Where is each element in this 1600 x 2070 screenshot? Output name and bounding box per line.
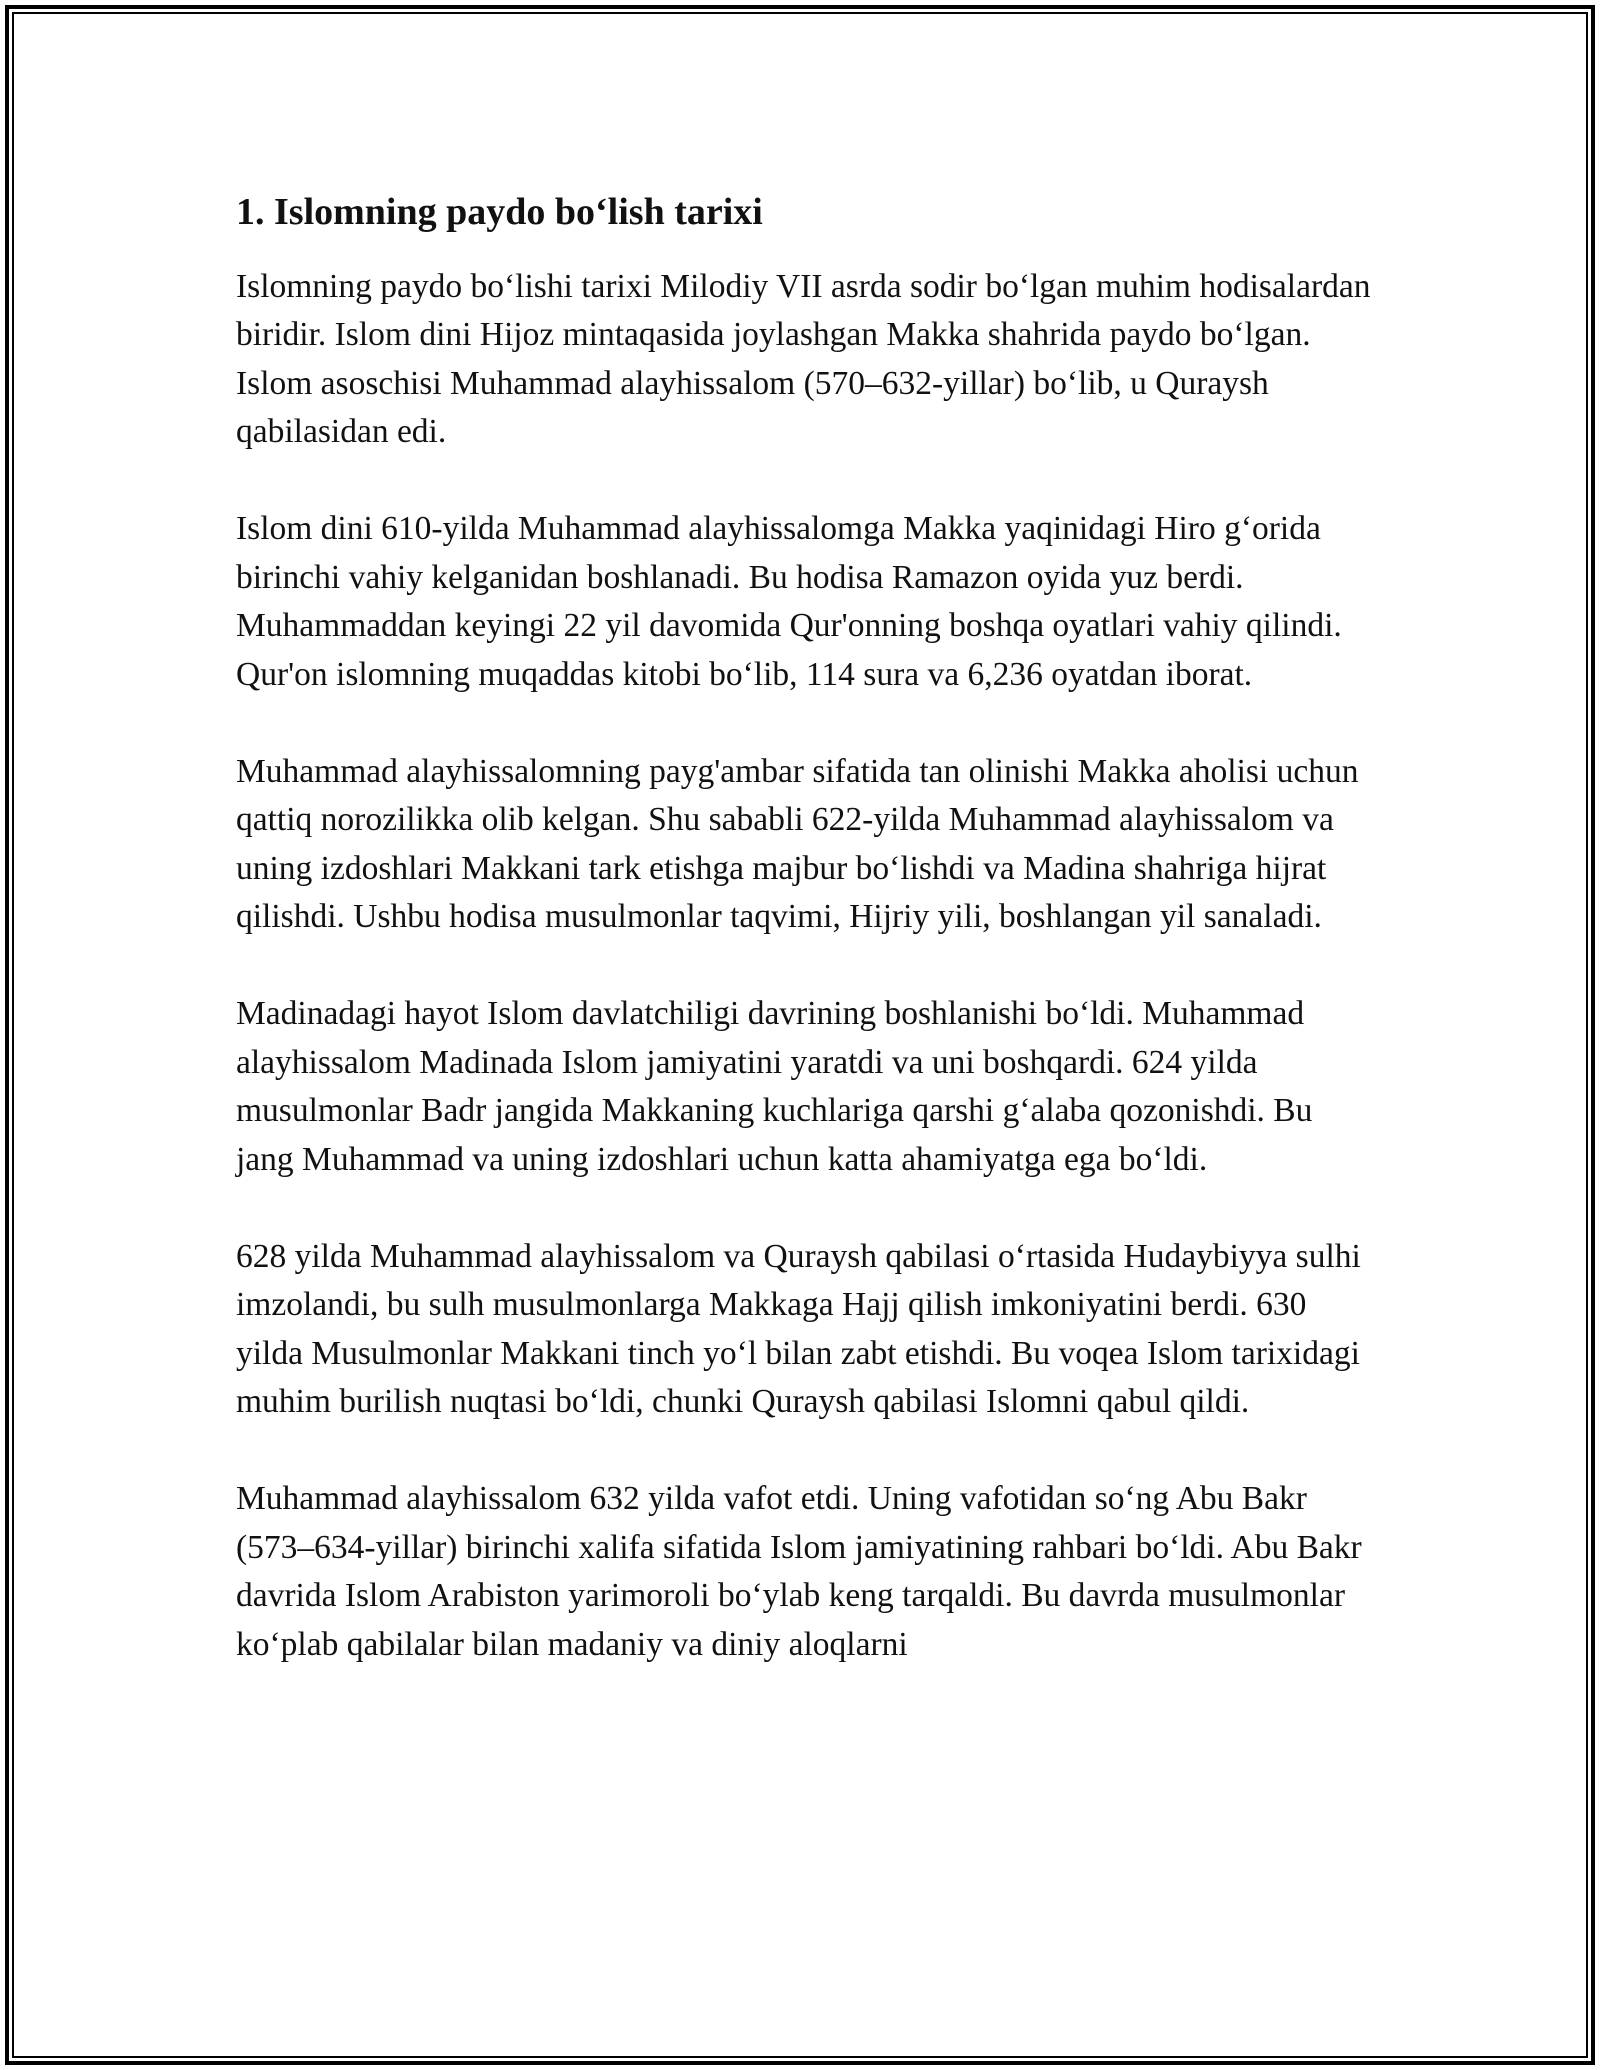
paragraph-abu-bakr: Muhammad alayhissalom 632 yilda vafot etdi. Uning vafotidan so‘ng Abu Bakr (573–634-yillar) birinchi xalifa sifatida Islom jamiyatining rahbari bo‘ldi. Abu Bakr davrida Islom Arabiston yarimoroli bo‘ylab keng tarqaldi. Bu davrda musulmonlar ko‘plab qabilalar bilan madaniy va diniy aloqlarni: [236, 1480, 1362, 1663]
paragraph-hudaybiyya: 628 yilda Muhammad alayhissalom va Quraysh qabilasi o‘rtasida Hudaybiyya sulhi imzolandi, bu sulh musulmonlarga Makkaga Hajj qilish imkoniyatini berdi. 630 yilda Musulmonlar Makkani tinch yo‘l bilan zabt etishdi. Bu voqea Islom tarixidagi muhim burilish nuqtasi bo‘ldi, chunki Quraysh qabilasi Islomni qabul qildi.: [236, 1237, 1361, 1421]
paragraph-origins: Islomning paydo bo‘lishi tarixi Milodiy VII asrda sodir bo‘lgan muhim hodisalardan biridir. Islom dini Hijoz mintaqasida joylashgan Makka shahrida paydo bo‘lgan. Islom asoschisi Muhammad alayhissalom (570–632-yillar) bo‘lib, u Quraysh qabilasidan edi.: [236, 267, 1371, 451]
paragraph-hijra: Muhammad alayhissalomning payg'ambar sifatida tan olinishi Makka aholisi uchun qattiq norozilikka olib kelgan. Shu sababli 622-yilda Muhammad alayhissalom va uning izdoshlari Makkani tark etishga majbur bo‘lishdi va Madina shahriga hijrat qilishdi. Ushbu hodisa musulmonlar taqvimi, Hijriy yili, boshlangan yil sanaladi.: [236, 752, 1359, 936]
paragraph-medina: Madinadagi hayot Islom davlatchiligi davrining boshlanishi bo‘ldi. Muhammad alayhissalom Madinada Islom jamiyatini yaratdi va uni boshqardi. 624 yilda musulmonlar Badr jangida Makkaning kuchlariga qarshi g‘alaba qozonishdi. Bu jang Muhammad va uning izdoshlari uchun katta ahamiyatga ega bo‘ldi.: [236, 995, 1313, 1178]
document-body: [236, 180, 1376, 1718]
section-heading: 1. Islomning paydo bo‘lish tarixi: [236, 191, 763, 233]
paragraph-first-revelation: Islom dini 610-yilda Muhammad alayhissalomga Makka yaqinidagi Hiro g‘orida birinchi vahiy kelganidan boshlanadi. Bu hodisa Ramazon oyida yuz berdi. Muhammaddan keyingi 22 yil davomida Qur'onning boshqa oyatlari vahiy qilindi. Qur'on islomning muqaddas kitobi bo‘lib, 114 sura va 6,236 oyatdan iborat.: [236, 510, 1342, 693]
